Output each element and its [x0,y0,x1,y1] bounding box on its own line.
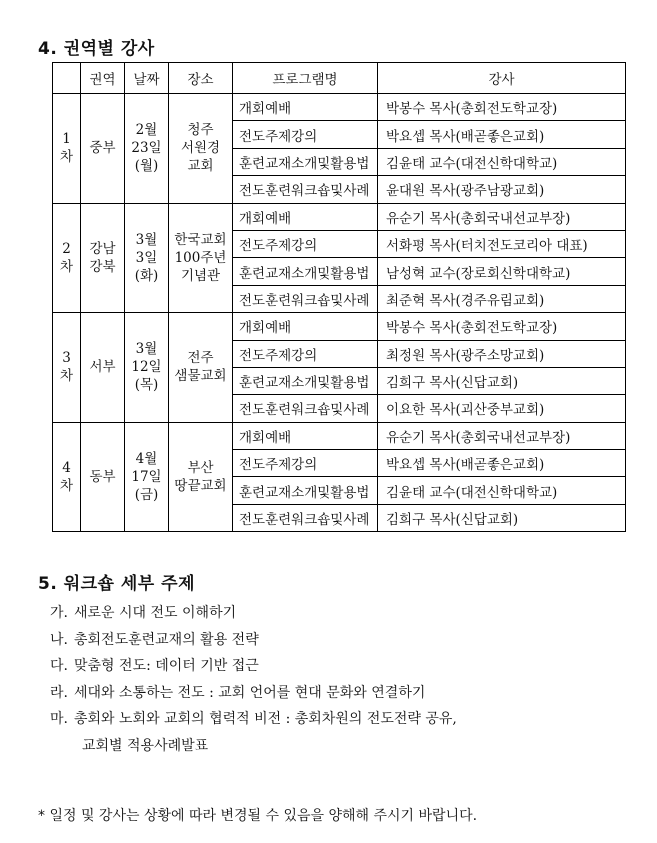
date-cell-line: 4월 [135,450,158,467]
header-venue: 장소 [169,63,233,94]
venue-cell [169,203,233,313]
topic-marker: 마. [50,711,68,727]
program-cell: 전도훈련워크숍및사례 [233,504,378,531]
round-cell-line: 차 [59,258,74,275]
round-cell-line: 4 [62,459,71,476]
region-cell [81,313,125,423]
speaker-cell: 최정원 목사(광주소망교회) [378,340,626,367]
topic-item [50,627,457,654]
program-cell: 개회예배 [233,203,378,230]
speaker-cell: 유순기 목사(총회국내선교부장) [378,203,626,230]
header-speaker: 강사 [378,63,626,94]
round-cell-line: 3 [62,350,71,367]
date-cell [125,313,169,423]
topic-text: 총회전도훈련교재의 활용 전략 [74,631,259,648]
region-cell [81,422,125,532]
date-cell-line: (목) [134,377,159,394]
region-cell-line: 강북 [89,258,116,275]
speaker-cell: 남성혁 교수(장로회신학대학교) [378,258,626,285]
venue-cell-line: 전주 [187,350,214,367]
date-cell [125,422,169,532]
topic-marker: 다. [50,658,68,674]
program-cell: 전도훈련워크숍및사례 [233,176,378,203]
speaker-cell: 박봉수 목사(총회전도학교장) [378,313,626,340]
program-cell: 전도주제강의 [233,340,378,367]
venue-cell-line: 청주 [187,122,214,139]
date-cell-line: (금) [134,486,159,503]
venue-cell-line: 100주년 [174,249,227,266]
round-cell-line: 차 [59,368,74,385]
date-cell-line: 3일 [135,249,158,266]
round-cell [53,422,81,532]
program-cell: 개회예배 [233,313,378,340]
header-program: 프로그램명 [233,63,378,94]
speaker-cell: 김윤태 교수(대전신학대학교) [378,477,626,504]
program-cell: 훈련교재소개및활용법 [233,148,378,175]
topic-text: 새로운 시대 전도 이해하기 [74,605,237,621]
date-cell-line: 3월 [135,231,158,248]
program-cell: 전도훈련워크숍및사례 [233,285,378,312]
topic-continuation: 교회별 적용사례발표 [82,737,209,754]
region-cell-line: 서부 [89,359,116,376]
round-cell-line: 2 [62,240,71,257]
date-cell-line: 17일 [131,468,162,485]
speaker-cell: 서화평 목사(터치전도코리아 대표) [378,230,626,257]
topic-marker: 가. [50,605,68,621]
schedule-change-note: * 일정 및 강사는 상황에 따라 변경될 수 있음을 양해해 주시기 바랍니다. [38,808,478,824]
venue-cell-line: 교회 [187,158,214,175]
header-round [53,63,81,94]
venue-cell-line: 부산 [187,459,214,476]
topic-text: 세대와 소통하는 전도 : 교회 언어를 현대 문화와 연결하기 [74,684,426,701]
topic-item [50,653,457,680]
speaker-cell: 최준혁 목사(경주유림교회) [378,285,626,312]
region-cell-line: 동부 [89,468,116,485]
speaker-cell: 박요셉 목사(배곧좋은교회) [378,450,626,477]
date-cell-line: (화) [134,267,159,284]
regional-speakers-table [52,62,626,532]
date-cell [125,203,169,313]
table-row [53,203,626,230]
region-cell [81,203,125,313]
venue-cell [169,422,233,532]
speaker-cell: 김희구 목사(신답교회) [378,504,626,531]
header-date: 날짜 [125,63,169,94]
speaker-cell: 김희구 목사(신답교회) [378,367,626,394]
program-cell: 전도주제강의 [233,450,378,477]
venue-cell-line: 서원경 [180,140,221,157]
date-cell-line: 23일 [131,140,162,157]
program-cell: 전도주제강의 [233,121,378,148]
table-row [53,313,626,340]
round-cell-line: 차 [59,477,74,494]
program-cell: 전도훈련워크숍및사례 [233,395,378,422]
region-cell-line: 강남 [89,240,116,257]
venue-cell-line: 샘물교회 [174,368,227,385]
date-cell [125,94,169,204]
speaker-cell: 유순기 목사(총회국내선교부장) [378,422,626,449]
section-4-heading: 4. 권역별 강사 [38,39,155,59]
topic-text: 총회와 노회와 교회의 협력적 비전 : 총회차원의 전도전략 공유, [74,711,457,727]
topic-marker: 나. [50,631,68,648]
program-cell: 훈련교재소개및활용법 [233,367,378,394]
venue-cell-line: 한국교회 [174,231,227,248]
round-cell [53,94,81,204]
date-cell-line: (월) [134,158,159,175]
region-cell [81,94,125,204]
region-cell-line: 중부 [89,140,116,157]
speaker-cell: 박요셉 목사(배곧좋은교회) [378,121,626,148]
round-cell [53,203,81,313]
program-cell: 전도주제강의 [233,230,378,257]
topic-item [50,706,457,733]
date-cell-line: 12일 [131,359,162,376]
speaker-cell: 박봉수 목사(총회전도학교장) [378,94,626,121]
venue-cell [169,94,233,204]
table-row [53,94,626,121]
table-row [53,422,626,449]
venue-cell-line: 기념관 [180,267,221,284]
speaker-cell: 이요한 목사(괴산중부교회) [378,395,626,422]
program-cell: 훈련교재소개및활용법 [233,477,378,504]
topic-marker: 라. [50,684,68,701]
date-cell-line: 3월 [135,341,158,358]
topic-item [50,680,457,707]
program-cell: 훈련교재소개및활용법 [233,258,378,285]
program-cell: 개회예배 [233,422,378,449]
section-5-heading: 5. 워크숍 세부 주제 [38,574,195,594]
round-cell-line: 1 [62,131,71,148]
venue-cell-line: 땅끝교회 [174,477,227,494]
header-region: 권역 [81,63,125,94]
venue-cell [169,313,233,423]
round-cell [53,313,81,423]
round-cell-line: 차 [59,149,74,166]
program-cell: 개회예배 [233,94,378,121]
date-cell-line: 2월 [135,122,158,139]
topic-text: 맞춤형 전도: 데이터 기반 접근 [74,658,259,674]
topic-item [50,600,457,627]
workshop-topics-list [50,600,457,759]
table-header-row [53,63,626,94]
speaker-cell: 윤대원 목사(광주남광교회) [378,176,626,203]
speaker-cell: 김윤태 교수(대전신학대학교) [378,148,626,175]
